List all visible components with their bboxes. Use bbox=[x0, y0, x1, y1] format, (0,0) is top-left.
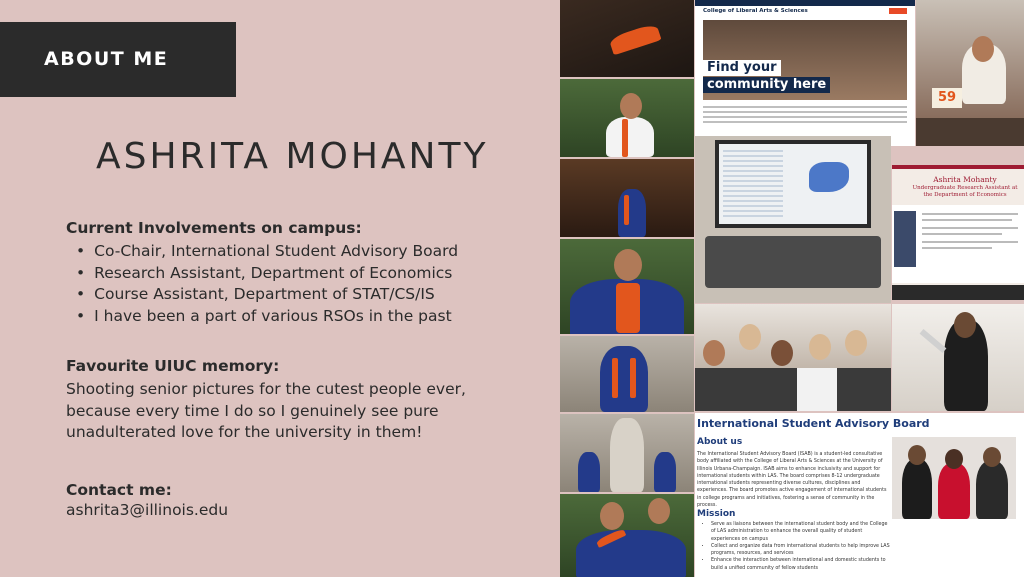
about-me-header bbox=[0, 22, 236, 97]
laptop-screen bbox=[715, 140, 871, 228]
contact-email: ashrita3@illinois.edu bbox=[66, 501, 229, 519]
brochure-brand: College of Liberal Arts & Sciences bbox=[703, 8, 808, 14]
isab-mission-heading: Mission bbox=[697, 509, 736, 519]
booth-number: 59 bbox=[932, 88, 962, 108]
memory-text: Shooting senior pictures for the cutest people ever, because every time I do so I genuinely see pure unadulterated love for the university in them! bbox=[66, 380, 466, 441]
list-item: • Collect and organize data from international students to help improve LAS programs, resources, and services bbox=[711, 543, 891, 558]
photo-library-reading bbox=[560, 0, 694, 77]
research-slide-name: Ashrita Mohanty bbox=[933, 175, 997, 184]
isab-about-text: The International Student Advisory Board (ISAB) is a student-led consultative body affiliated with the College of Liberal Arts & Sciences at the University of Illinois Urbana-Champaign. ISAB aims to enhance inclusivity and support for international students within LAS. The board comprises 8-12 undergraduate international students representing diverse cultures, disciplines and experiences. The board promotes active engagement of international students in college programs and initiatives, fostering a sense of community in the process. bbox=[697, 452, 887, 509]
research-assistant-slide bbox=[892, 165, 1024, 300]
photo-laptop-stata bbox=[695, 136, 891, 303]
photo-info-booth bbox=[916, 0, 1024, 146]
list-item: • Research Assistant, Department of Economics bbox=[76, 263, 458, 285]
involvements-title: Current Involvements on campus: bbox=[66, 219, 362, 237]
laptop-keyboard bbox=[705, 236, 881, 288]
list-item: • Serve as liaisons between the international student body and the College of LAS administration to enhance the overall quality of student experiences on campus bbox=[711, 521, 891, 543]
photo-mirror-selfie bbox=[892, 304, 1024, 411]
list-item: • I have been a part of various RSOs in the past bbox=[76, 306, 458, 328]
brochure-menu-icon bbox=[889, 8, 907, 14]
brochure-headline-2: community here bbox=[703, 77, 830, 93]
photo-two-graduates bbox=[560, 336, 694, 412]
photo-alma-mater-statue bbox=[560, 414, 694, 492]
brochure-headline-1: Find your bbox=[703, 60, 781, 76]
involvements-list bbox=[76, 241, 458, 327]
photo-graduate-garden bbox=[560, 79, 694, 157]
photo-group-friends bbox=[695, 304, 891, 411]
photo-graduate-cheering bbox=[560, 239, 694, 334]
profile-name: ASHRITA MOHANTY bbox=[96, 136, 489, 177]
isab-mission-list bbox=[705, 521, 891, 572]
list-item: • Course Assistant, Department of STAT/CS/IS bbox=[76, 284, 458, 306]
list-item: • Enhance the interaction between international and domestic students to build a unified community of fellow students bbox=[711, 557, 891, 572]
brochure-screenshot bbox=[695, 0, 915, 146]
contact-title: Contact me: bbox=[66, 481, 172, 499]
photo-graduates-hugging bbox=[560, 494, 694, 577]
list-item: • Co-Chair, International Student Advisory Board bbox=[76, 241, 458, 263]
photo-library-shelves bbox=[560, 159, 694, 237]
isab-webpage bbox=[695, 413, 1024, 577]
isab-photo-three-women bbox=[892, 437, 1016, 519]
isab-about-heading: About us bbox=[697, 437, 743, 447]
about-me-label: ABOUT ME bbox=[44, 48, 169, 70]
research-slide-card bbox=[892, 205, 1024, 283]
research-slide-subtitle: Undergraduate Research Assistant at the Department of Economics bbox=[912, 185, 1018, 198]
memory-title: Favourite UIUC memory: bbox=[66, 357, 280, 375]
isab-title: International Student Advisory Board bbox=[697, 417, 930, 430]
